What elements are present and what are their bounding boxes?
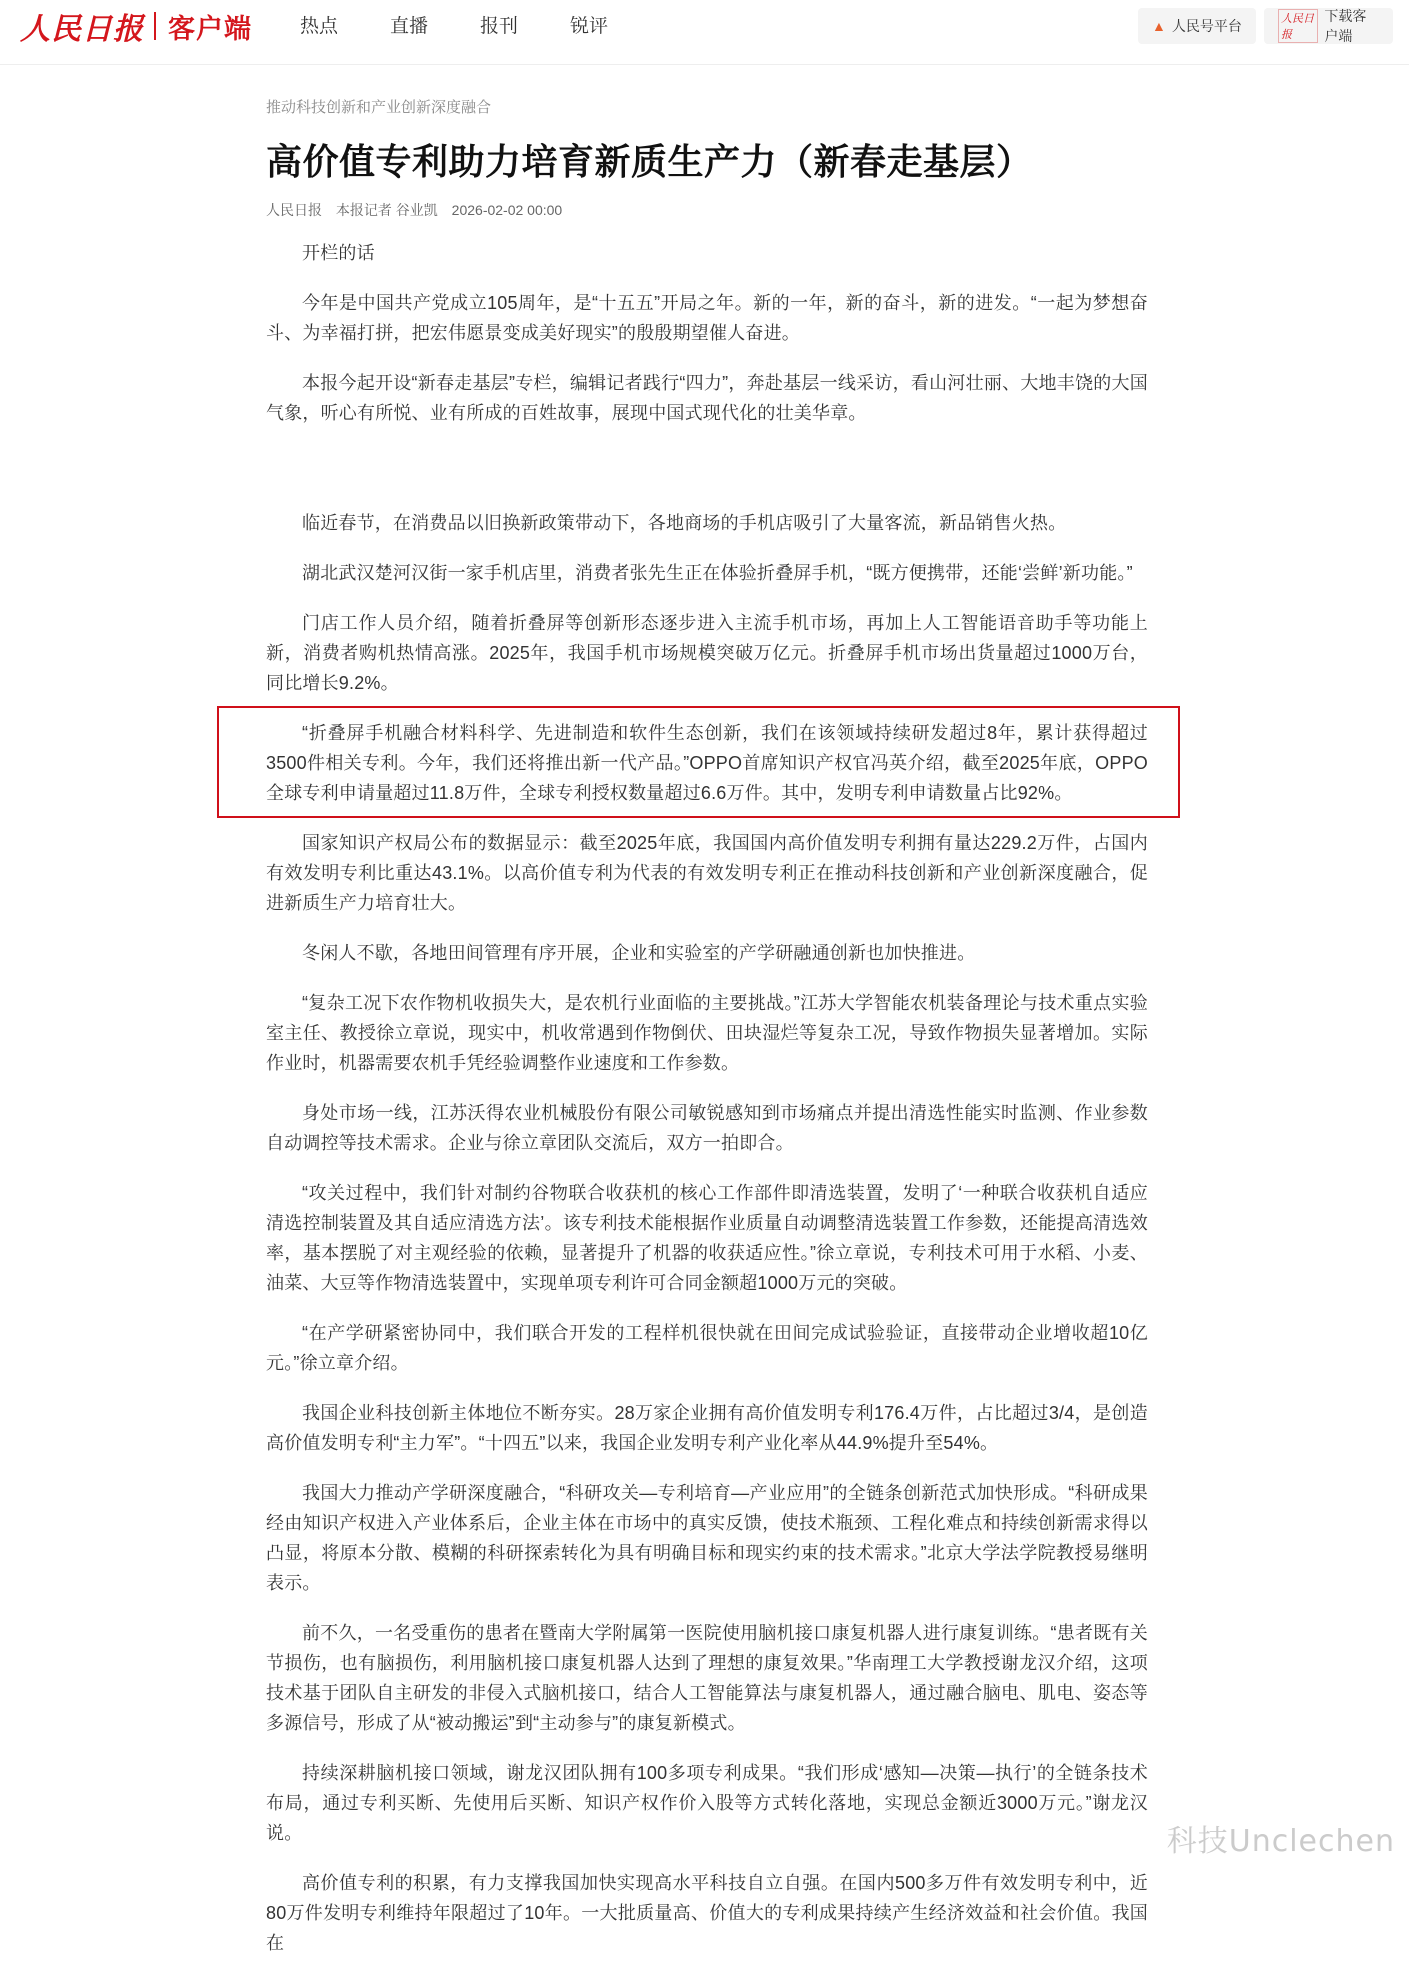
article-datetime: 2026-02-02 00:00 [451, 202, 563, 218]
page-title: 高价值专利助力培育新质生产力（新春走基层） [266, 141, 1033, 182]
platform-button[interactable] [1138, 8, 1256, 44]
breadcrumb[interactable]: 推动科技创新和产业创新深度融合 [266, 99, 492, 116]
logo-sub-text: 客户端 [168, 13, 252, 44]
article-body [266, 238, 1148, 1978]
article-paragraph: “复杂工况下农作物机收损失大，是农机行业面临的主要挑战。”江苏大学智能农机装备理论与技术重点实验室主任、教授徐立章说，现实中，机收常遇到作物倒伏、田块湿烂等复杂工况，导致作物损失显著增加。实际作业时，机器需要农机手凭经验调整作业速度和工作参数。 [266, 993, 1148, 1073]
article-paragraph: 高价值专利的积累，有力支撑我国加快实现高水平科技自立自强。在国内500多万件有效发明专利中，近80万件发明专利维持年限超过了10年。一大批质量高、价值大的专利成果持续产生经济效益和社会价值。我国在 [266, 1873, 1148, 1953]
nav-item-hot[interactable]: 热点 [300, 16, 339, 37]
article-author: 本报记者 谷业凯 [335, 202, 438, 218]
watermark: 科技Unclechen [1166, 1824, 1395, 1859]
download-app-button[interactable] [1264, 8, 1393, 44]
logo-divider [154, 12, 156, 40]
article-paragraph: 我国大力推动产学研深度融合，“科研攻关—专利培育—产业应用”的全链条创新范式加快形成。“科研成果经由知识产权进入产业体系后，企业主体在市场中的真实反馈，使技术瓶颈、工程化难点和持续创新需求得以凸显，将原本分散、模糊的科研探索转化为具有明确目标和现实约束的技术需求。”北京大学法学院教授易继明表示。 [266, 1483, 1148, 1593]
megaphone-icon: ▲ [1152, 18, 1166, 34]
article-source: 人民日报 [266, 202, 322, 218]
platform-button-label: 人民号平台 [1171, 18, 1242, 34]
article-paragraph: 本报今起开设“新春走基层”专栏，编辑记者践行“四力”，奔赴基层一线采访，看山河壮丽、大地丰饶的大国气象，听心有所悦、业有所成的百姓故事，展现中国式现代化的壮美华章。 [266, 373, 1148, 423]
article-paragraph: 持续深耕脑机接口领域，谢龙汉团队拥有100多项专利成果。“我们形成‘感知—决策—执行’的全链条技术布局，通过专利买断、先使用后买断、知识产权作价入股等方式转化落地，实现总金额近3000万元。”谢龙汉说。 [266, 1763, 1148, 1843]
article-paragraph: 湖北武汉楚河汉街一家手机店里，消费者张先生正在体验折叠屏手机，“既方便携带，还能‘尝鲜’新功能。” [302, 563, 1133, 583]
article-paragraph: 今年是中国共产党成立105周年，是“十五五”开局之年。新的一年，新的奋斗，新的进发。“一起为梦想奋斗、为幸福打拼，把宏伟愿景变成美好现实”的殷殷期望催人奋进。 [266, 293, 1148, 343]
article-paragraph: 冬闲人不歇，各地田间管理有序开展，企业和实验室的产学研融通创新也加快推进。 [302, 943, 976, 963]
article-paragraph: 门店工作人员介绍，随着折叠屏等创新形态逐步进入主流手机市场，再加上人工智能语音助手等功能上新，消费者购机热情高涨。2025年，我国手机市场规模突破万亿元。折叠屏手机市场出货量超过1000万台，同比增长9.2%。 [266, 613, 1148, 693]
article-paragraph: “攻关过程中，我们针对制约谷物联合收获机的核心工作部件即清选装置，发明了‘一种联合收获机自适应清选控制装置及其自适应清选方法’。该专利技术能根据作业质量自动调整清选装置工作参数，还能提高清选效率，基本摆脱了对主观经验的依赖，显著提升了机器的收获适应性。”徐立章说，专利技术可用于水稻、小麦、油菜、大豆等作物清选装置中，实现单项专利许可合同金额超1000万元的突破。 [266, 1183, 1148, 1293]
nav-item-live[interactable]: 直播 [390, 16, 429, 37]
article-paragraph: 前不久，一名受重伤的患者在暨南大学附属第一医院使用脑机接口康复机器人进行康复训练。“患者既有关节损伤，也有脑损伤，利用脑机接口康复机器人达到了理想的康复效果。”华南理工大学教授谢龙汉介绍，这项技术基于团队自主研发的非侵入式脑机接口，结合人工智能算法与康复机器人，通过融合脑电、肌电、姿态等多源信号，形成了从“被动搬运”到“主动参与”的康复新模式。 [266, 1623, 1148, 1733]
article-paragraph: 身处市场一线，江苏沃得农业机械股份有限公司敏锐感知到市场痛点并提出清选性能实时监测、作业参数自动调控等技术需求。企业与徐立章团队交流后，双方一拍即合。 [266, 1103, 1148, 1153]
article-paragraph: 国家知识产权局公布的数据显示：截至2025年底，我国国内高价值发明专利拥有量达229.2万件，占国内有效发明专利比重达43.1%。以高价值专利为代表的有效发明专利正在推动科技创新和产业创新深度融合，促进新质生产力培育壮大。 [266, 833, 1148, 913]
download-button-label: 下载客户端 [1324, 8, 1367, 44]
top-navigation-bar [0, 0, 1409, 65]
site-logo[interactable] [20, 6, 252, 46]
logo-main-text: 人民日报 [20, 12, 144, 47]
article-paragraph: 开栏的话 [302, 243, 375, 263]
main-nav [300, 12, 660, 42]
app-logo-icon: 人民日报 [1278, 9, 1318, 43]
article-paragraph-highlighted: “折叠屏手机融合材料科学、先进制造和软件生态创新，我们在该领域持续研发超过8年，累计获得超过3500件相关专利。今年，我们还将推出新一代产品。”OPPO首席知识产权官冯英介绍，截至2025年底，OPPO全球专利申请量超过11.8万件，全球专利授权数量超过6.6万件。其中，发明专利申请数量占比92%。 [266, 723, 1148, 803]
nav-item-commentary[interactable]: 锐评 [570, 16, 609, 37]
article-paragraph: 临近春节，在消费品以旧换新政策带动下，各地商场的手机店吸引了大量客流，新品销售火热。 [302, 513, 1067, 533]
article-paragraph: “在产学研紧密协同中，我们联合开发的工程样机很快就在田间完成试验验证，直接带动企业增收超10亿元。”徐立章介绍。 [266, 1323, 1148, 1373]
article-meta [266, 200, 572, 220]
article-paragraph: 我国企业科技创新主体地位不断夯实。28万家企业拥有高价值发明专利176.4万件，占比超过3/4，是创造高价值发明专利“主力军”。“十四五”以来，我国企业发明专利产业化率从44.9%提升至54%。 [266, 1403, 1148, 1453]
nav-item-newspaper[interactable]: 报刊 [480, 16, 519, 37]
